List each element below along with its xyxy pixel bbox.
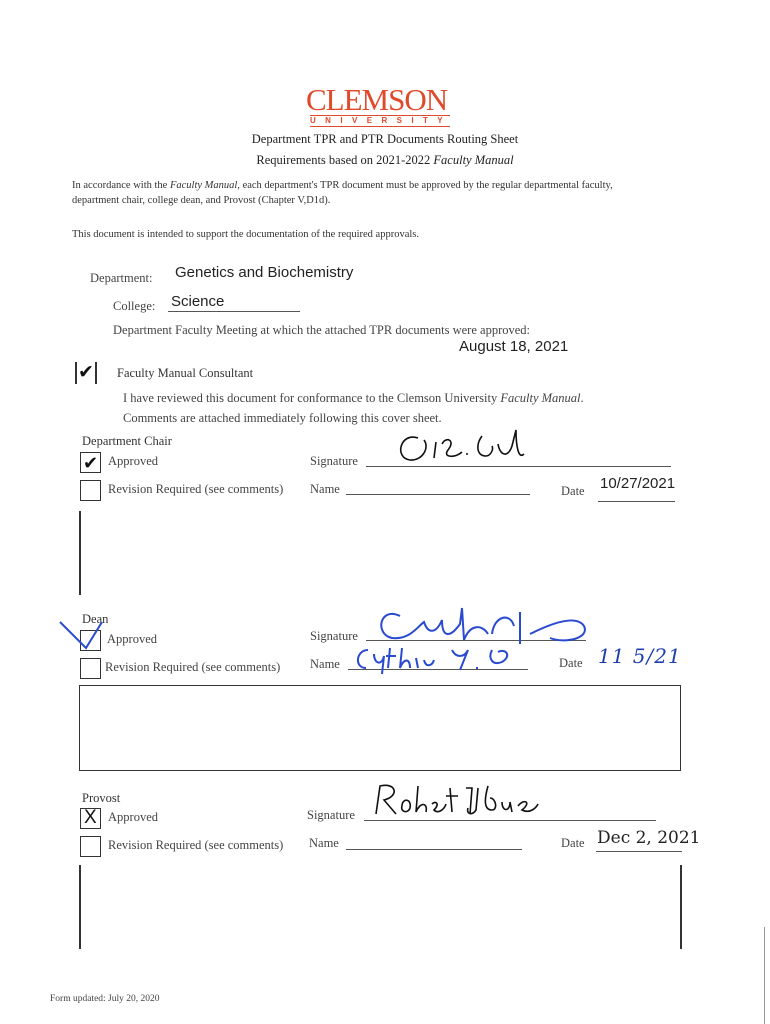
subtitle-italic: Faculty Manual	[433, 153, 514, 167]
consultant-text-1-suffix: .	[580, 391, 584, 405]
consultant-text-1-prefix: I have reviewed this document for conformance to the Clemson University	[123, 391, 501, 405]
provost-signature-label: Signature	[307, 808, 355, 822]
provost-revision-checkbox[interactable]	[80, 836, 101, 857]
checkmark-icon: ✔	[83, 453, 99, 474]
consultant-checkbox[interactable]	[75, 362, 97, 384]
provost-comments-border-right	[680, 865, 682, 949]
checkmark-icon: ✔	[78, 361, 94, 383]
chair-signature-label: Signature	[310, 454, 358, 468]
college-label: College:	[113, 299, 156, 313]
meeting-date[interactable]: August 18, 2021	[459, 338, 569, 355]
chair-date-line	[598, 501, 675, 502]
intro-line-1	[72, 180, 613, 191]
provost-approved-checkbox[interactable]	[80, 808, 101, 829]
support-note: This document is intended to support the documentation of the required approvals.	[72, 229, 420, 240]
x-mark-icon: X	[84, 807, 97, 828]
dean-title: Dean	[82, 612, 109, 626]
chair-date-label: Date	[561, 484, 585, 498]
clemson-logo-subtitle: UNIVERSITY	[310, 116, 453, 125]
chair-revision-label: Revision Required (see comments)	[108, 482, 284, 496]
intro-part2: each department's TPR document must be approved by the regular departmental faculty,	[239, 180, 613, 191]
provost-comments-border-left	[79, 865, 81, 949]
college-value[interactable]: Science	[171, 293, 225, 310]
dean-comments-box[interactable]	[79, 685, 681, 771]
dean-date-label: Date	[559, 656, 583, 670]
provost-approved-label: Approved	[108, 810, 158, 824]
dean-signature-label: Signature	[310, 629, 358, 643]
chair-name-label: Name	[310, 482, 340, 496]
provost-date-value[interactable]: Dec 2, 2021	[597, 828, 701, 848]
provost-name-line	[346, 849, 522, 850]
department-label: Department:	[90, 271, 153, 285]
consultant-text-1-italic: Faculty Manual	[500, 391, 581, 405]
meeting-label: Department Faculty Meeting at which the attached TPR documents were approved:	[113, 323, 531, 337]
consultant-label: Faculty Manual Consultant	[117, 366, 254, 380]
dean-revision-label: Revision Required (see comments)	[105, 660, 281, 674]
dean-printed-name	[352, 644, 532, 676]
clemson-logo: CLEMSON	[306, 82, 448, 117]
consultant-text-2: Comments are attached immediately following this cover sheet.	[123, 411, 442, 425]
form-updated-footer: Form updated: July 20, 2020	[50, 994, 160, 1004]
dean-date-value[interactable]: 11 5/21	[598, 644, 682, 668]
dean-approved-check-icon	[58, 618, 108, 654]
intro-italic: Faculty Manual,	[169, 180, 240, 191]
chair-revision-checkbox[interactable]	[80, 480, 101, 501]
provost-title: Provost	[82, 791, 121, 805]
chair-approved-checkbox[interactable]	[80, 452, 101, 473]
chair-title: Department Chair	[82, 434, 172, 448]
provost-date-label: Date	[561, 836, 585, 850]
dean-revision-checkbox[interactable]	[80, 658, 101, 679]
subtitle-text: Requirements based on 2021-2022	[256, 153, 434, 167]
bracket-left	[75, 362, 77, 384]
page-subtitle	[0, 153, 770, 168]
consultant-text-1	[123, 391, 584, 406]
provost-name-label: Name	[309, 836, 339, 850]
intro-part1: In accordance with the	[72, 180, 170, 191]
dean-name-label: Name	[310, 657, 340, 671]
page-title: Department TPR and PTR Documents Routing Sheet	[251, 132, 519, 146]
provost-signature	[366, 780, 546, 824]
chair-signature	[390, 424, 540, 470]
page-edge-mark	[764, 927, 770, 1024]
intro-line-2: department chair, college dean, and Provost (Chapter V,D1d).	[72, 195, 331, 206]
chair-date-value[interactable]: 10/27/2021	[600, 475, 676, 492]
chair-comments-border	[79, 511, 81, 595]
dean-approved-label: Approved	[107, 632, 157, 646]
chair-approved-label: Approved	[108, 454, 158, 468]
chair-name-line	[346, 494, 530, 495]
college-underline	[168, 311, 300, 312]
provost-revision-label: Revision Required (see comments)	[108, 838, 284, 852]
provost-date-line	[596, 851, 682, 852]
department-value[interactable]: Genetics and Biochemistry	[175, 264, 354, 281]
bracket-right	[95, 362, 97, 384]
